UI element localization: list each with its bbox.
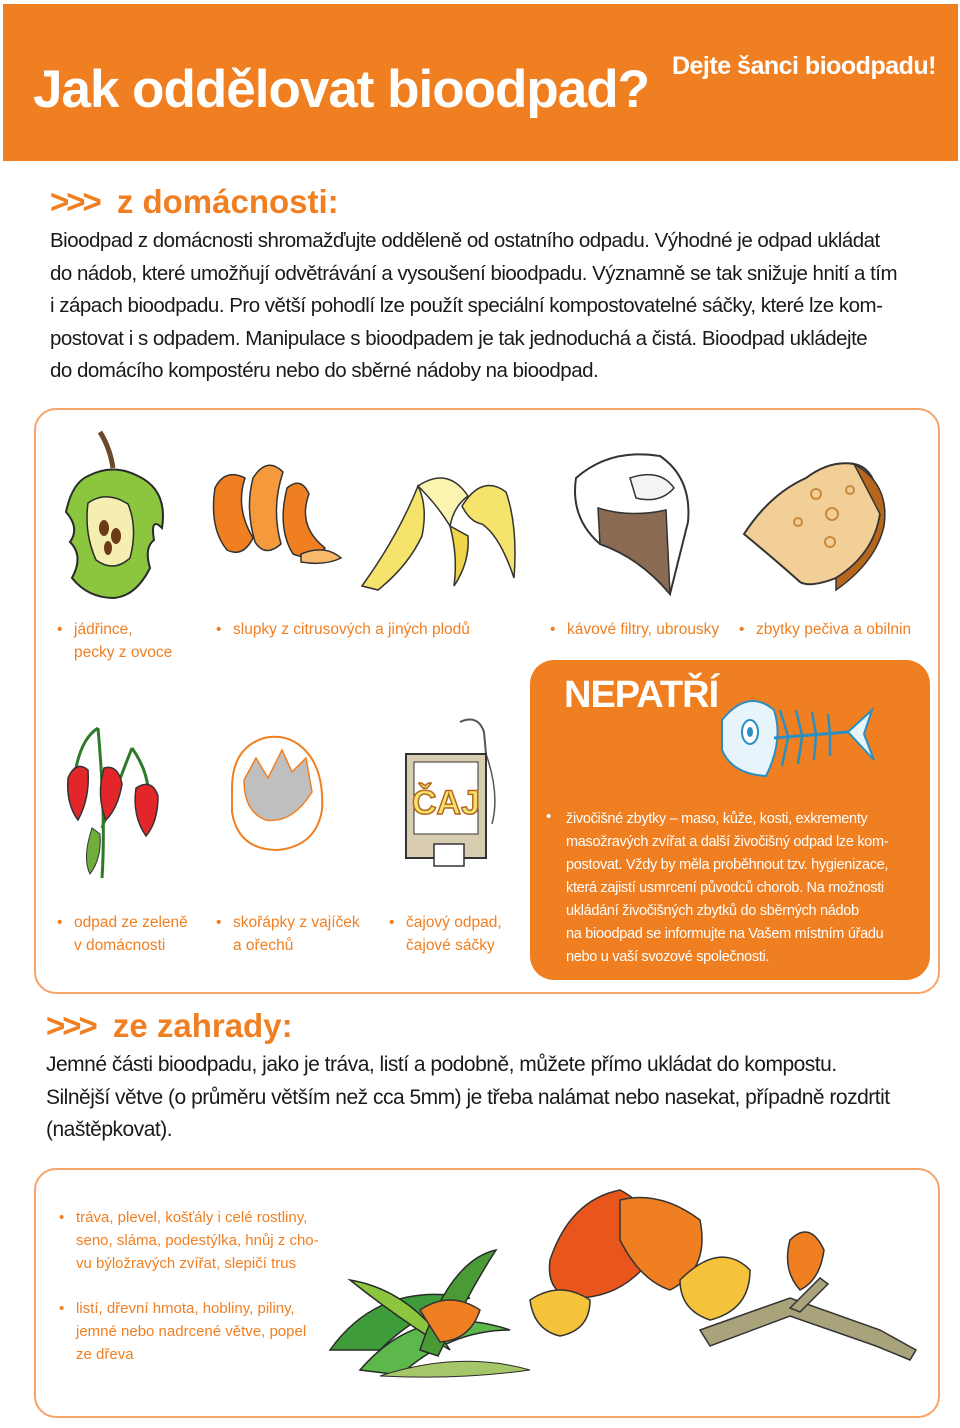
caption-apple-core: • jádřince, pecky z ovoce <box>57 621 173 661</box>
caption-grass: • tráva, plevel, košťály i celé rostliny, seno, sláma, podestýlka, hnůj z cho- vu býložravých zvířat, slepičí trus <box>59 1209 319 1272</box>
eggshell-icon <box>222 728 332 856</box>
not-allowed-text: živočišné zbytky – maso, kůže, kosti, exkrementy masožravých zvířat a další živočišný odpad lze kom- postovat. Vždy by měla proběhnout tzv. hygienizace, která zajistí usmrcení původců chorob. Na možnosti ukládání živočišných zbytků do sběrných nádob na bioodpad se informujte na Vašem místním úřadu nebo u vaší svozové společnosti. <box>566 811 889 965</box>
garden-paragraph: Jemné části bioodpadu, jako je tráva, listí a podobně, můžete přímo ukládat do kompostu. Silnější větve (o průměru větším než cca 5mm) je třeba nalámat nebo nasekat, případně rozdrtit (naštěpkovat). <box>46 1053 890 1141</box>
tea-bag-icon <box>400 714 510 872</box>
not-allowed-title: NEPATŘÍ <box>564 674 719 716</box>
home-paragraph <box>50 225 922 388</box>
home-heading-text: z domácnosti: <box>116 183 339 220</box>
garden-section-heading <box>46 1007 293 1045</box>
home-paragraph-line: i zápach bioodpadu. Pro větší pohodlí lze použít speciální kompostovatelné sáčky, které lze kom- <box>50 294 883 317</box>
orange-peel-icon <box>205 458 345 568</box>
caption-leaves: • listí, dřevní hmota, hobliny, piliny, jemné nebo nadrcené větve, popel ze dřeva <box>59 1300 307 1363</box>
not-allowed-bullet: • <box>546 808 552 825</box>
header-slogan: Dejte šanci bioodpadu! <box>671 52 936 80</box>
garden-illustration <box>320 1180 920 1400</box>
home-paragraph-line: postovat i s odpadem. Manipulace s bioodpadem je tak jednoduchá a čistá. Bioodpad ukládejte <box>50 326 868 350</box>
home-paragraph-line: do domácího kompostéru nebo do sběrné nádoby na bioodpad. <box>50 359 599 382</box>
banana-peel-icon <box>358 466 528 594</box>
coffee-filter-icon <box>570 448 720 598</box>
header-banner <box>3 4 958 161</box>
wilted-flowers-icon <box>62 708 162 883</box>
page-title: Jak oddělovat bioodpad? <box>33 60 650 119</box>
tea-bag-label: ČAJ <box>411 784 481 822</box>
arrows-icon: >>> <box>46 1007 95 1044</box>
home-paragraph-line: Bioodpad z domácnosti shromažďujte odděleně od ostatního odpadu. Výhodné je odpad ukládat <box>50 229 880 252</box>
bread-icon <box>740 454 890 594</box>
caption-coffee-filter: • kávové filtry, ubrousky <box>550 621 720 638</box>
caption-eggshells: • skořápky z vajíček a ořechů <box>216 914 360 954</box>
apple-core-icon <box>58 428 173 603</box>
caption-bread: • zbytky pečiva a obilnin <box>739 621 912 638</box>
home-section-heading <box>50 183 339 221</box>
home-paragraph-line: do nádob, které umožňují odvětrávání a vysoušení bioodpadu. Významně se tak snižuje hnití a tím <box>50 261 898 285</box>
arrows-icon: >>> <box>50 183 99 220</box>
caption-tea: • čajový odpad, čajové sáčky <box>389 914 502 954</box>
garden-heading-text: ze zahrady: <box>112 1007 293 1044</box>
fish-bone-icon <box>718 680 878 790</box>
caption-green-waste: • odpad ze zeleně v domácnosti <box>57 914 188 954</box>
caption-citrus-peel: • slupky z citrusových a jiných plodů <box>216 621 470 638</box>
